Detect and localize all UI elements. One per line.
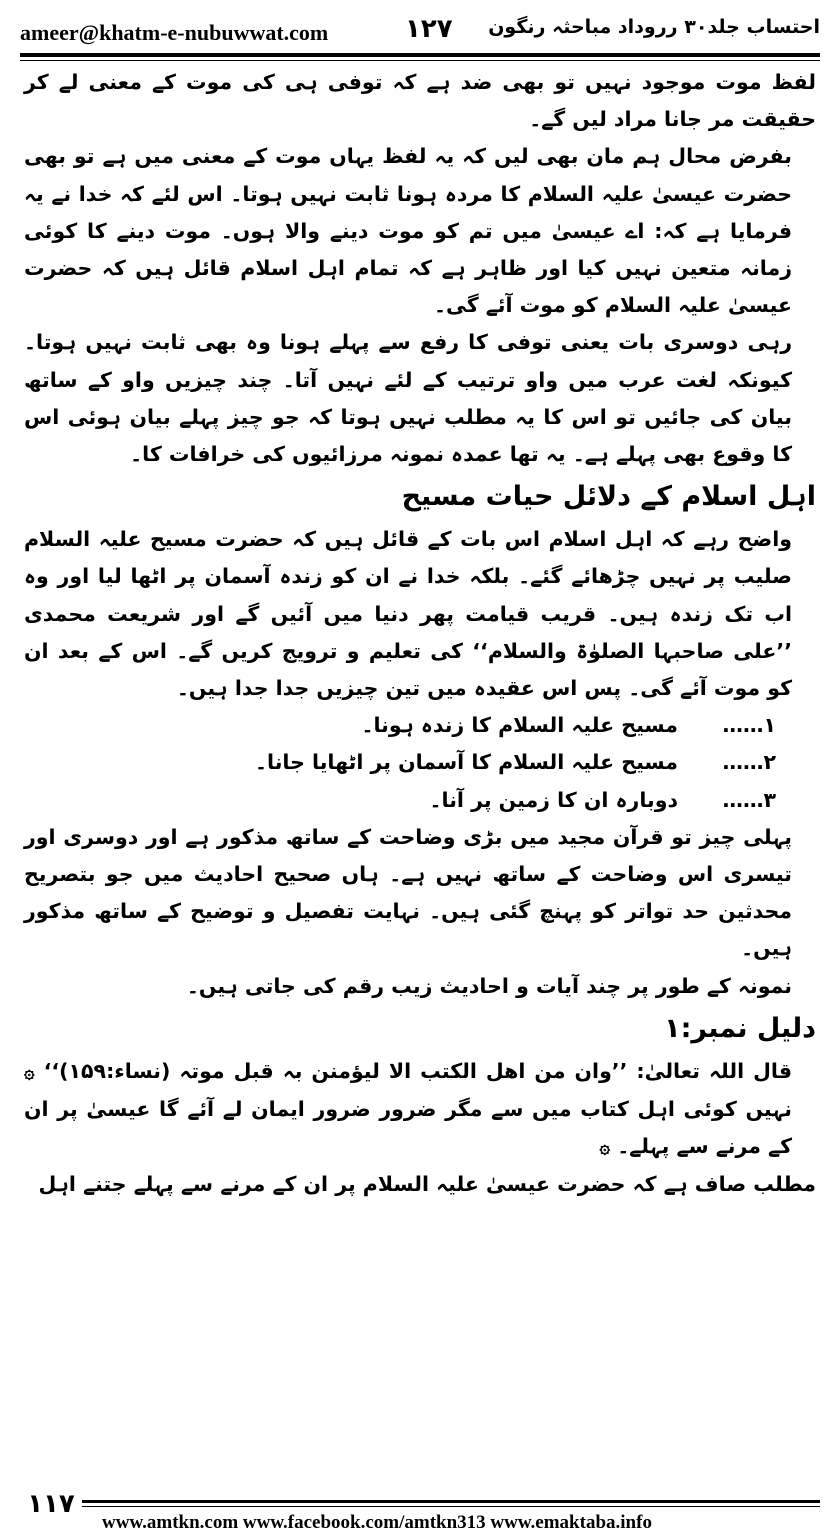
paragraph-2: بفرض محال ہم مان بھی لیں کہ یہ لفظ یہاں موت کے معنی میں ہے تو بھی حضرت عیسیٰ علیہ السلام کا مردہ ہونا ثابت نہیں ہوتا۔ اس لئے کہ خدا نے یہ فرمایا ہے کہ: اے عیسیٰ میں تم کو موت دینے والا ہوں۔ موت دینے کا کوئی زمانہ متعین نہیں کیا اور ظاہر ہے کہ تمام اہل اسلام قائل ہیں کہ حضرت عیسیٰ علیہ السلام کو موت آئے گی۔	[24, 144, 792, 318]
header-rule-thin	[20, 60, 820, 61]
verse-translation: نہیں کوئی اہل کتاب میں سے مگر ضرور ضرور ایمان لے آئے گا عیسیٰ پر ان کے مرنے سے پہلے۔	[24, 1097, 792, 1159]
list-number: ۱……	[722, 713, 776, 738]
ornament-open-icon: ۞	[24, 1061, 35, 1083]
paragraph-3: رہی دوسری بات یعنی توفی کا رفع سے پہلے ہونا وہ بھی ثابت نہیں ہوتا۔ کیونکہ لغت عرب میں واو ترتیب کے لئے نہیں آتا۔ چند چیزیں واو کے ساتھ بیان کی جائیں تو اس کا یہ مطلب نہیں ہوتا کہ جو چیز پہلے بیان ہوئی اس کا وقوع بھی پہلے ہے۔ یہ تھا عمدہ نمونہ مرزائیوں کی خرافات کا۔	[24, 330, 792, 467]
evidence-heading: دلیل نمبر:۱	[664, 1012, 816, 1044]
paragraph-5: پہلی چیز تو قرآن مجید میں بڑی وضاحت کے ساتھ مذکور ہے اور دوسری اور تیسری اس وضاحت کے ساتھ نہیں ہے۔ ہاں صحیح احادیث میں جو بتصریح محدثین حد تواتر کو پہنچ گئی ہیں۔ نہایت تفصیل و توضیح کے ساتھ مذکور ہیں۔	[24, 824, 792, 961]
footer-links: www.amtkn.com www.facebook.com/amtkn313 www.emaktaba.info	[102, 1512, 652, 1533]
header-rule-thick	[20, 53, 820, 57]
section-heading: اہل اسلام کے دلائل حیات مسیح	[401, 481, 816, 513]
quote-lead: قال اللہ تعالیٰ:	[636, 1058, 793, 1083]
list-item	[24, 707, 816, 744]
list-text: مسیح علیہ السلام کا زندہ ہونا۔	[361, 713, 678, 738]
page-body	[24, 64, 816, 1474]
list-number: ۲……	[722, 750, 776, 775]
footer-page-number: ۱۱۷	[20, 1484, 82, 1524]
header-email: ameer@khatm-e-nubuwwat.com	[20, 20, 329, 45]
list-item	[24, 744, 816, 781]
paragraph-7	[24, 1053, 816, 1167]
list-number: ۳……	[722, 787, 776, 812]
list-text: مسیح علیہ السلام کا آسمان پر اٹھایا جانا۔	[254, 750, 678, 775]
list-item	[24, 782, 816, 819]
ornament-close-icon: ۞	[599, 1137, 611, 1159]
quran-verse: ’’وان من اھل الکتب الا لیؤمنن بہ قبل موتہ (نساء:۱۵۹)‘‘	[43, 1058, 628, 1083]
paragraph-4: واضح رہے کہ اہل اسلام اس بات کے قائل ہیں کہ حضرت مسیح علیہ السلام صلیب پر نہیں چڑھائے گئے۔ بلکہ خدا نے ان کو زندہ آسمان پر اٹھا لیا اور وہ اب تک زندہ ہیں۔ قریب قیامت پھر دنیا میں آئیں گے اور شریعت محمدی ’’علی صاحبہا الصلوٰۃ والسلام‘‘ کی تعلیم و ترویج کریں گے۔ اس کے بعد ان کو موت آئے گی۔ پس اس عقیدہ میں تین چیزیں جدا جدا ہیں۔	[24, 527, 792, 701]
header-title: احتساب جلد۳۰ رروداد مباحثہ رنگون	[488, 16, 820, 38]
page-header	[20, 14, 820, 50]
paragraph-8: مطلب صاف ہے کہ حضرت عیسیٰ علیہ السلام پر ان کے مرنے سے پہلے جتنے اہل	[38, 1172, 816, 1197]
paragraph-1: لفظ موت موجود نہیں تو بھی ضد ہے کہ توفی ہی کی موت کے معنی لے کر حقیقت مر جانا مراد لیں گے۔	[24, 70, 816, 132]
list-text: دوبارہ ان کا زمین پر آنا۔	[429, 787, 678, 812]
header-page-number: ۱۲۷	[405, 14, 453, 44]
footer-rule-thick	[20, 1500, 820, 1503]
footer-rule-thin	[20, 1506, 820, 1507]
paragraph-6: نمونہ کے طور پر چند آیات و احادیث زیب رقم کی جاتی ہیں۔	[186, 973, 792, 998]
